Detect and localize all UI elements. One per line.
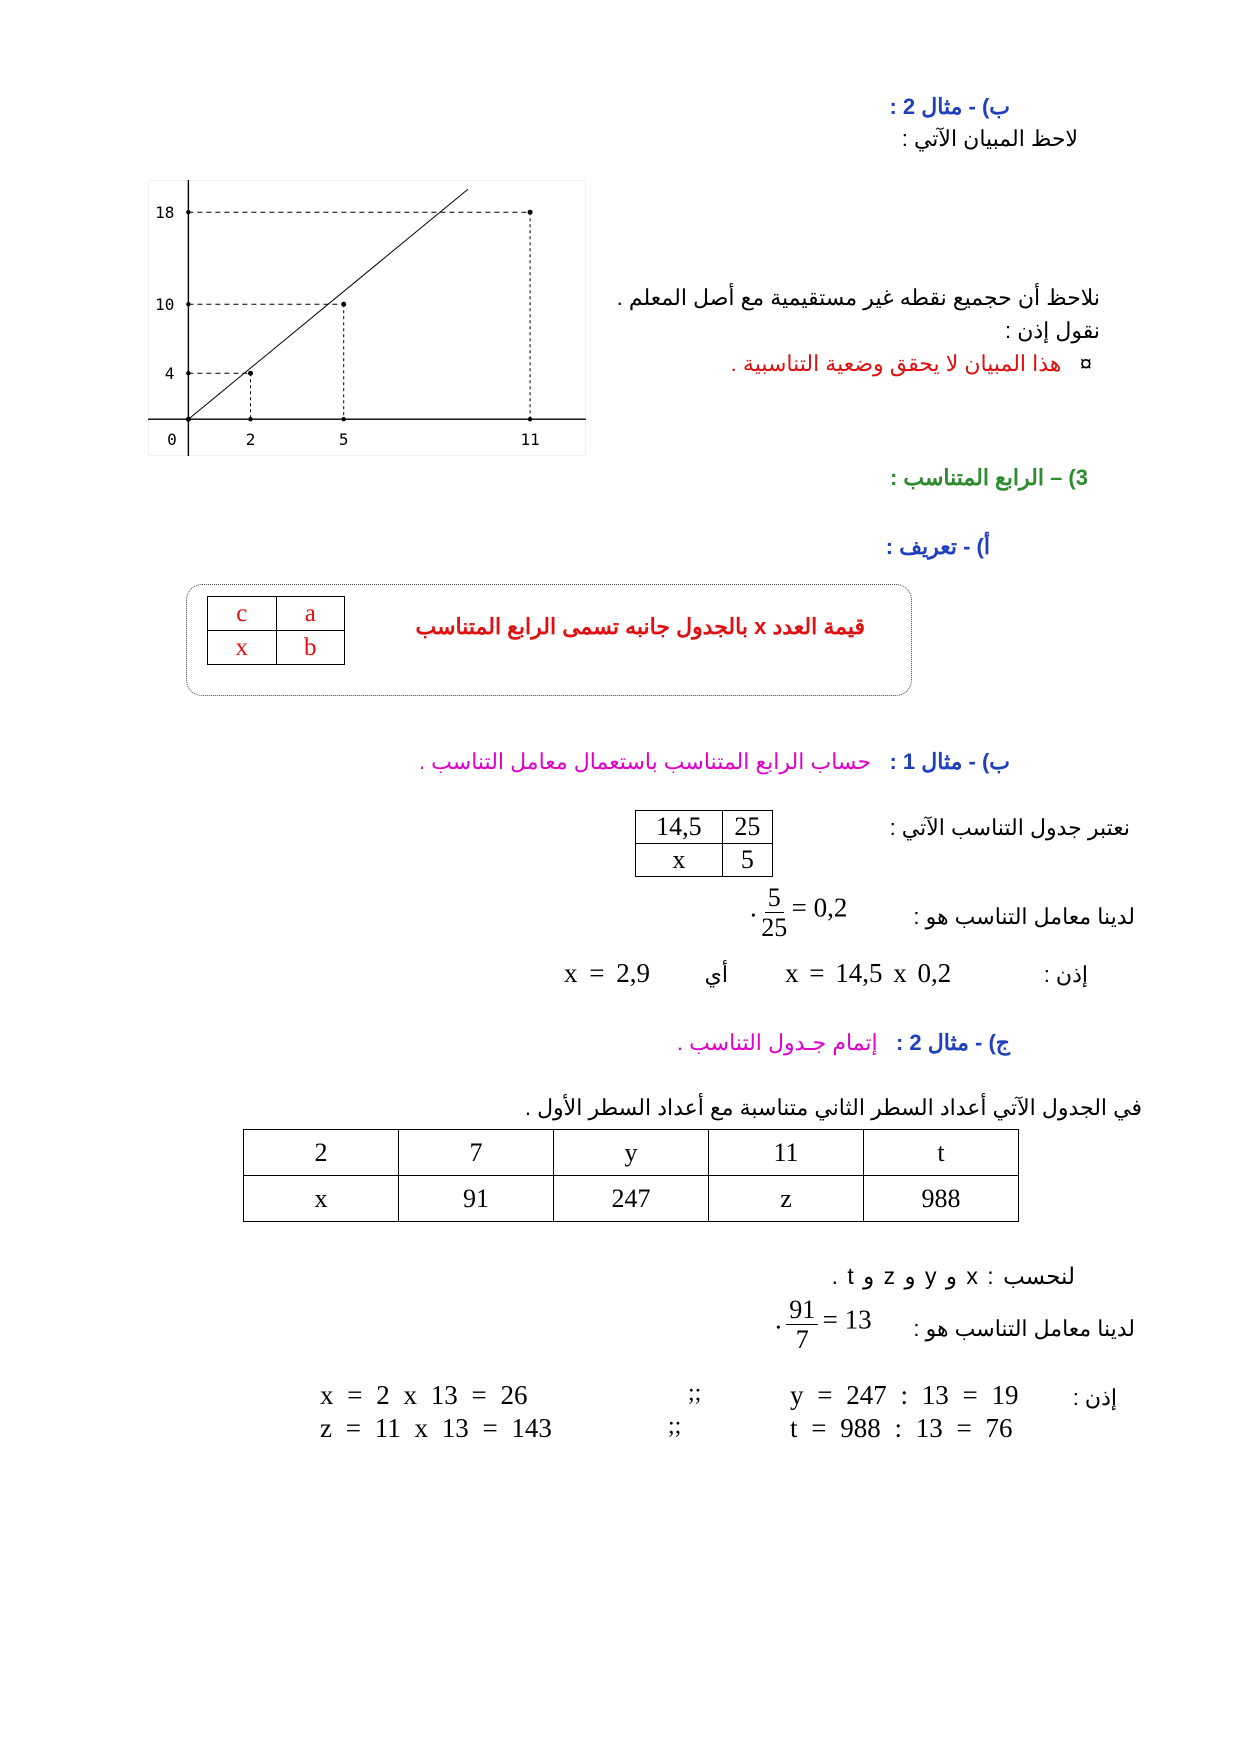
ex2-cell-z: z xyxy=(709,1176,864,1222)
origin-point xyxy=(186,417,191,422)
ex1-cell-25: 25 xyxy=(722,811,772,844)
fraction xyxy=(761,883,787,942)
ex2-cell-y: y xyxy=(554,1130,709,1176)
y-tick-label-18: 18 xyxy=(155,203,175,223)
ex2-compute: لنحسب : x و y و z و t . xyxy=(831,1263,1075,1289)
ex2-cell-91: 91 xyxy=(399,1176,554,1222)
heading-number: 2 xyxy=(909,1030,922,1055)
x-axis-marker-0 xyxy=(248,417,252,421)
ex2-statement: في الجدول الآتي أعداد السطر الثاني متناسبة مع أعداد السطر الأول . xyxy=(524,1095,1142,1120)
fraction xyxy=(786,1295,818,1354)
x-tick-label-5: 5 xyxy=(338,430,349,450)
ex2-y-calc: y = 247 : 13 = 19 xyxy=(790,1380,1019,1410)
definition-text: قيمة العدد x بالجدول جانبه تسمى الرابع المتناسب xyxy=(415,614,865,639)
x-axis-marker-1 xyxy=(342,417,346,421)
fraction-denominator: 7 xyxy=(795,1325,809,1354)
ex2-coef-expression xyxy=(775,1295,872,1354)
heading-colon: : xyxy=(895,1030,904,1055)
heading-colon: : xyxy=(889,749,897,774)
heading-label: ب) - مثال xyxy=(921,94,1010,119)
y-axis-marker-2 xyxy=(186,210,190,214)
ex1-cell-x: x xyxy=(636,844,723,877)
ex2-cell-247: 247 xyxy=(554,1176,709,1222)
ex2-cell-x: x xyxy=(244,1176,399,1222)
definition-heading: أ) - تعريف : xyxy=(885,534,990,559)
heading-text: إتمام جـدول التناسب . xyxy=(676,1030,878,1055)
heading-text: حساب الرابع المتناسب باستعمال معامل التناسب . xyxy=(418,749,872,774)
ex2-coef-text: لدينا معامل التناسب هو : xyxy=(913,1316,1135,1341)
ex2-x-calc: x = 2 x 13 = 26 xyxy=(320,1380,528,1410)
def-cell-a: a xyxy=(276,597,345,631)
ex1-then: إذن : xyxy=(1043,962,1088,987)
example2-heading xyxy=(889,94,1010,120)
example2-heading xyxy=(677,1030,1010,1056)
x-tick-label-11: 11 xyxy=(520,430,540,450)
consider-text: نعتبر جدول التناسب الآتي : xyxy=(889,815,1130,840)
ex1-coef-text: لدينا معامل التناسب هو : xyxy=(913,904,1135,929)
heading-number: 1 xyxy=(902,749,916,774)
coef-result: = 0,2 xyxy=(791,892,848,923)
fraction-denominator: 25 xyxy=(761,913,788,942)
proportionality-graph xyxy=(148,180,586,456)
example1-heading xyxy=(419,749,1010,775)
definition-table xyxy=(207,596,345,665)
y-axis-marker-0 xyxy=(186,371,190,375)
example2-table xyxy=(243,1129,1019,1222)
y-axis-marker-1 xyxy=(186,302,190,306)
bullet-symbol: ¤ xyxy=(1079,351,1092,376)
fraction-numerator: 91 xyxy=(786,1295,818,1325)
heading-label: ج) - مثال xyxy=(927,1030,1010,1055)
ex2-cell-988: 988 xyxy=(864,1176,1019,1222)
example1-table xyxy=(635,810,773,877)
ex1-that-is: أي xyxy=(704,962,728,987)
ex1-cell-14-5: 14,5 xyxy=(636,811,723,844)
ex2-then: إذن : xyxy=(1072,1385,1117,1410)
x-axis-marker-2 xyxy=(528,417,532,421)
def-cell-x: x xyxy=(208,631,277,665)
ex1-cell-5: 5 xyxy=(722,844,772,877)
heading-label: ب) - مثال xyxy=(921,749,1010,774)
ex1-coef-expression xyxy=(750,883,847,942)
x-tick-label-2: 2 xyxy=(245,430,256,450)
coef-result: = 13 xyxy=(822,1304,872,1335)
data-point-0 xyxy=(248,371,253,376)
x-tick-label-0: 0 xyxy=(167,430,177,450)
def-cell-c: c xyxy=(208,597,277,631)
def-cell-b: b xyxy=(276,631,345,665)
graph-intro: لاحظ المبيان الآتي : xyxy=(901,126,1078,151)
fraction-numerator: 5 xyxy=(765,883,784,913)
ex2-separator-2: ;; xyxy=(668,1413,682,1439)
ex2-cell-2: 2 xyxy=(244,1130,399,1176)
ex2-cell-7: 7 xyxy=(399,1130,554,1176)
data-point-2 xyxy=(528,210,533,215)
y-tick-label-10: 10 xyxy=(155,295,175,315)
section3-title: 3) – الرابع المتناسب : xyxy=(889,465,1088,490)
ex2-z-calc: z = 11 x 13 = 143 xyxy=(320,1413,552,1443)
period: . xyxy=(750,892,757,923)
ex2-t-calc: t = 988 : 13 = 76 xyxy=(790,1413,1013,1443)
conclusion-text: هذا المبيان لا يحقق وضعية التناسبية . xyxy=(730,351,1062,376)
ex2-separator-1: ;; xyxy=(688,1380,702,1406)
observation-text: نلاحظ أن حجميع نقطه غير مستقيمية مع أصل المعلم . xyxy=(616,285,1100,310)
we-say-text: نقول إذن : xyxy=(1004,318,1100,343)
conclusion-line xyxy=(731,351,1092,377)
heading-colon: : xyxy=(889,94,897,119)
ex1-calc2: x = 2,9 xyxy=(564,958,650,988)
ex2-cell-11: 11 xyxy=(709,1130,864,1176)
data-point-1 xyxy=(341,302,346,307)
ex1-calc1: x = 14,5 x 0,2 xyxy=(785,958,952,988)
heading-number: 2 xyxy=(902,94,916,119)
period: . xyxy=(775,1304,782,1335)
ex2-cell-t: t xyxy=(864,1130,1019,1176)
y-tick-label-4: 4 xyxy=(164,364,175,384)
